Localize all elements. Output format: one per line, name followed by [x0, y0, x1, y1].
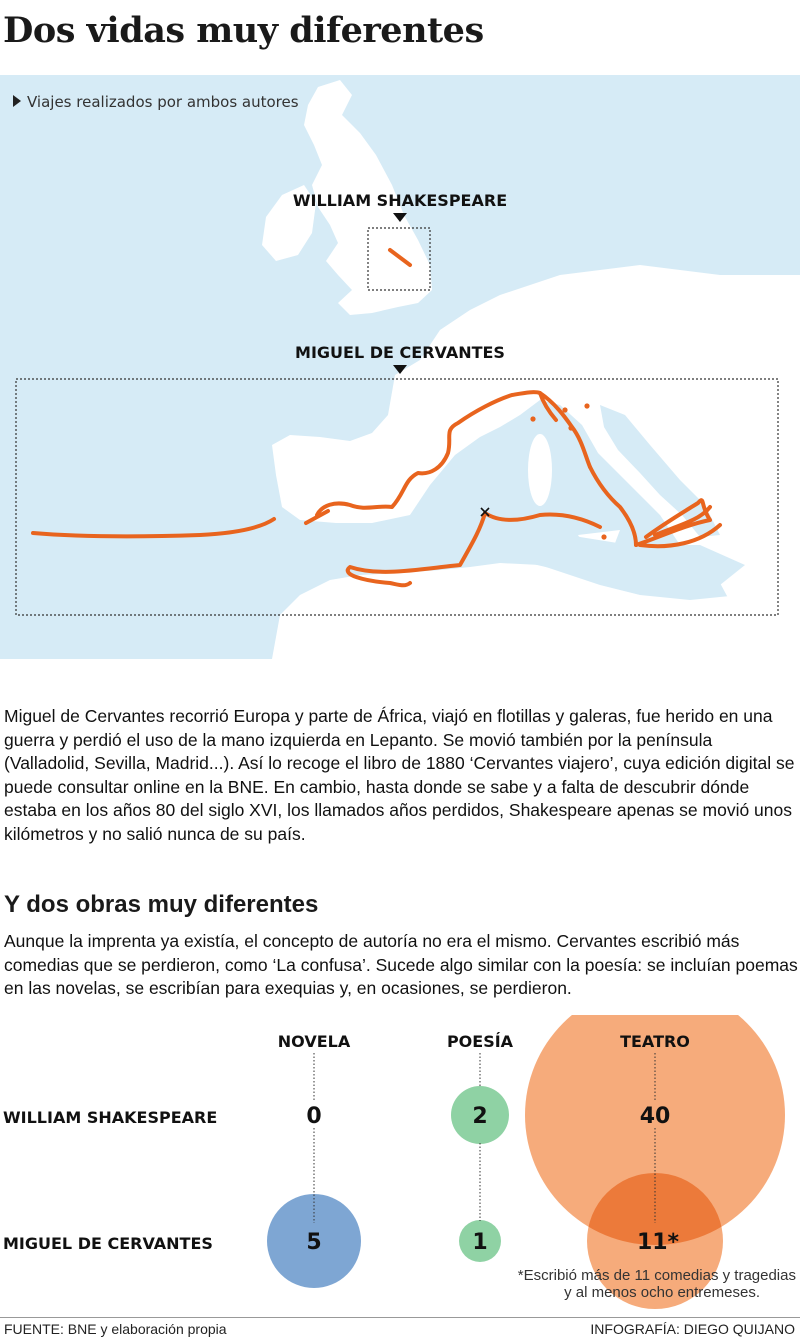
map-legend: Viajes realizados por ambos autores — [27, 93, 299, 111]
value-shakespeare-novela: 0 — [306, 1104, 322, 1129]
row-shakespeare: WILLIAM SHAKESPEARE — [3, 1108, 218, 1127]
column-novela: NOVELA — [277, 1032, 351, 1051]
source-credit: FUENTE: BNE y elaboración propia — [4, 1321, 227, 1337]
value-shakespeare-poesia: 2 — [472, 1104, 488, 1129]
value-cervantes-poesia: 1 — [472, 1230, 488, 1255]
page-title: Dos vidas muy diferentes — [3, 10, 484, 51]
teatro-note-line2: y al menos ocho entremeses. — [564, 1284, 760, 1301]
footer-divider — [0, 1317, 800, 1318]
teatro-note-line1: *Escribió más de 11 comedias y tragedias — [517, 1267, 796, 1284]
corsica-sardinia-island — [528, 434, 552, 506]
stop-dot — [562, 407, 567, 412]
row-cervantes: MIGUEL DE CERVANTES — [3, 1234, 213, 1253]
value-cervantes-novela: 5 — [306, 1230, 322, 1255]
column-poesia: POESÍA — [446, 1032, 514, 1051]
works-comparison — [0, 1015, 800, 1315]
intro-paragraph: Miguel de Cervantes recorrió Europa y parte de África, viajó en flotillas y galeras, fue herido en una guerra y perdió el uso de la mano izquierda en Lepanto. Se movió también por la península (Valladolid, Sevilla, Madrid...). Así lo recoge el libro de 1880 ‘Cervantes viajero’, cuya edición digital se puede consultar online en la BNE. En cambio, hasta donde se sabe y a falta de descubrir dónde estaba en los años 80 del siglo XVI, los llamados años perdidos, Shakespeare apenas se movió unos kilómetros y no salió nunca de su país. — [4, 706, 795, 844]
shakespeare-map-label: WILLIAM SHAKESPEARE — [292, 191, 508, 210]
cervantes-map-label: MIGUEL DE CERVANTES — [295, 343, 505, 362]
stop-dot — [530, 416, 535, 421]
travel-map — [0, 75, 800, 659]
stop-dot — [568, 425, 573, 430]
works-intro: Aunque la imprenta ya existía, el concepto de autoría no era el mismo. Cervantes escribió más comedias que se perdieron, como ‘La confusa’. Sucede algo similar con la poesía: se incluían poemas en las novelas, se escribían para exequias y, en ocasiones, se perdieron. — [4, 931, 798, 998]
column-teatro: TEATRO — [620, 1032, 690, 1051]
stop-dot — [601, 534, 606, 539]
works-svg — [0, 1015, 800, 1315]
works-title: Y dos obras muy diferentes — [4, 891, 319, 918]
map-svg — [0, 75, 800, 659]
value-cervantes-teatro: 11* — [636, 1230, 680, 1255]
infographic-credit: INFOGRAFÍA: DIEGO QUIJANO — [590, 1321, 795, 1337]
stop-dot — [584, 403, 589, 408]
value-shakespeare-teatro: 40 — [639, 1104, 671, 1129]
